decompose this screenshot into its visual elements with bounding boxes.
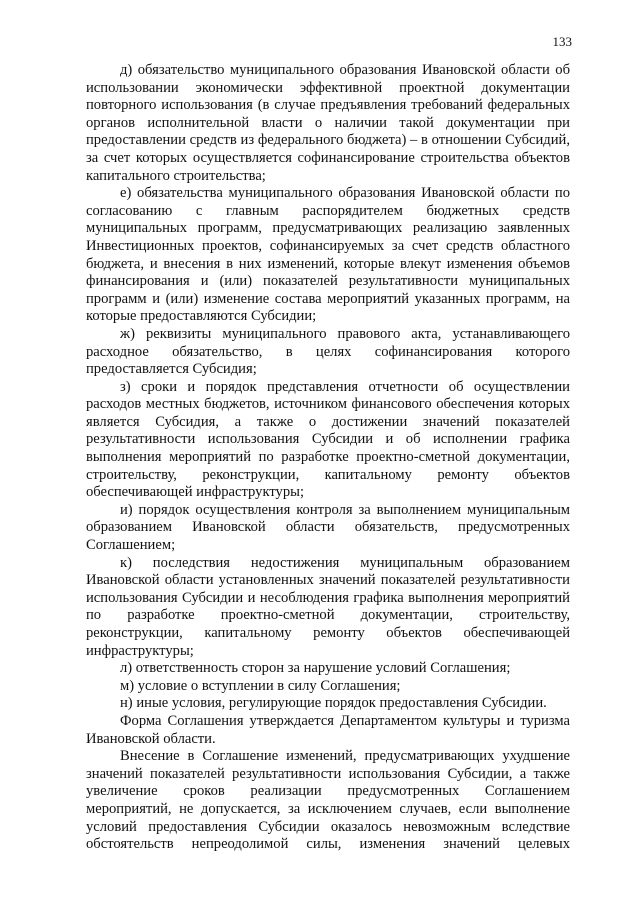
clause-k: к) последствия недостижения муниципальным образованием Ивановской области установленных значений показателей результативности использования Субсидии и несоблюдения графика выполнения мероприятий по разработке проектно-сметной документации, строительству, реконструкции, капитальному ремонту объектов обеспечивающей инфраструктуры; (86, 554, 570, 659)
clause-m: м) условие о вступлении в силу Соглашения; (120, 677, 401, 694)
clause-n: н) иные условия, регулирующие порядок предоставления Субсидии. (120, 695, 547, 712)
clause-e: е) обязательства муниципального образования Ивановской области по согласованию с главным распорядителем бюджетных средств муниципальных программ, предусматривающих реализацию заявленных Инвестиционных проектов, софинансируемых за счет средств областного бюджета, и внесения в них изменений, которые влекут изменения объемов финансирования и (или) показателей результативности муниципальных программ и (или) изменение состава мероприятий указанных программ, на которые предоставляются Субсидии; (86, 185, 570, 325)
agreement-form-paragraph: Форма Соглашения утверждается Департаментом культуры и туризма Ивановской области. (86, 712, 570, 747)
clause-l: л) ответственность сторон за нарушение условий Соглашения; (120, 660, 511, 677)
clause-z: з) сроки и порядок представления отчетности об осуществлении расходов местных бюджетов, источником финансового обеспечения которых является Субсидия, а также о достижении значений показателей результативности использования Субсидии и об исполнении графика выполнения мероприятий по разработке проектно-сметной документации, строительству, реконструкции, капитальному ремонту объектов обеспечивающей инфраструктуры; (86, 378, 570, 501)
page-number: 133 (552, 34, 572, 49)
document-body (86, 62, 570, 854)
clause-i: и) порядок осуществления контроля за выполнением муниципальным образованием Ивановской области обязательств, предусмотренных Соглашением; (86, 501, 570, 554)
clause-d: д) обязательство муниципального образования Ивановской области об использовании экономически эффективной проектной документации повторного использования (в случае предъявления требований федеральных органов исполнительной власти о наличии такой документации при предоставлении средств из федерального бюджета) – в отношении Субсидий, за счет которых осуществляется софинансирование строительства объектов капитального строительства; (86, 62, 570, 184)
clause-zh: ж) реквизиты муниципального правового акта, устанавливающего расходное обязательство, в целях софинансирования которого предоставляется Субсидия; (86, 325, 570, 378)
amendments-paragraph: Внесение в Соглашение изменений, предусматривающих ухудшение значений показателей результативности использования Субсидии, а также увеличение сроков реализации предусмотренных Соглашением мероприятий, не допускается, за исключением случаев, если выполнение условий предоставления Субсидии оказалось невозможным вследствие обстоятельств непреодолимой силы, изменения значений целевых (86, 748, 570, 853)
